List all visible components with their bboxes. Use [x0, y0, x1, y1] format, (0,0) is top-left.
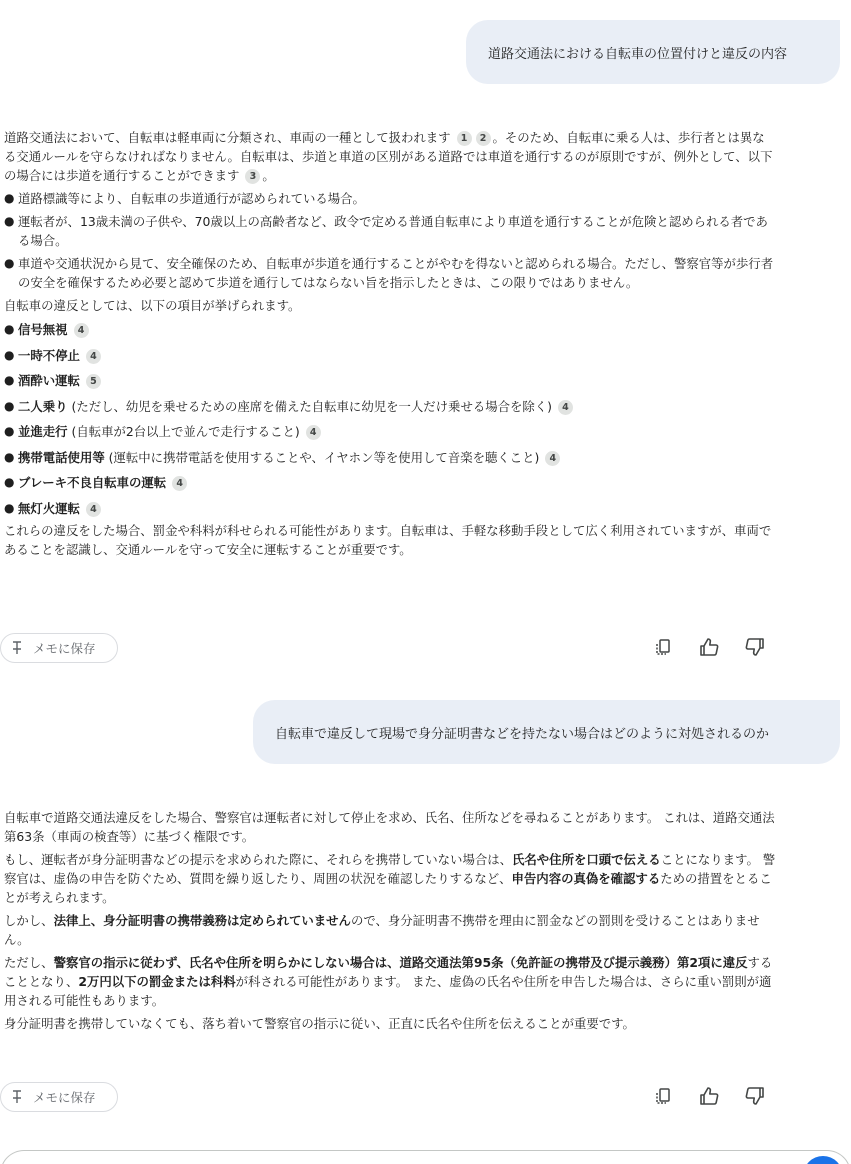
list-item	[4, 470, 776, 496]
bullet: ●	[4, 191, 15, 205]
violation-title: 二人乗り	[18, 398, 68, 414]
response-text: しかし、	[4, 913, 54, 928]
copy-icon[interactable]	[650, 1083, 676, 1109]
response-paragraph	[4, 911, 776, 949]
citation-chip[interactable]: 4	[558, 400, 573, 415]
bullet: ●	[4, 256, 15, 270]
violation-title: ブレーキ不良自転車の運転	[18, 475, 167, 491]
citation-chip[interactable]: 4	[74, 323, 89, 338]
violation-title: 一時不停止	[18, 347, 80, 363]
response-text: 。	[262, 168, 275, 183]
bullet: ●	[4, 424, 15, 439]
bullet: ●	[4, 475, 15, 490]
list-item	[4, 496, 776, 522]
pin-icon	[11, 641, 23, 655]
response-text: 道路交通法において、自転車は軽車両に分類され、車両の一種として扱われます	[4, 130, 451, 145]
response-paragraph: 自転車で道路交通法違反をした場合、警察官は運転者に対して停止を求め、氏名、住所などを尋ねることがあります。 これは、道路交通法第63条（車両の検査等）に基づく権限です。	[4, 810, 775, 844]
list-item	[4, 317, 776, 343]
sidewalk-case-list	[4, 189, 776, 292]
citation-chip[interactable]: 4	[86, 349, 101, 364]
thumbs-up-icon[interactable]	[696, 634, 722, 660]
violation-title: 並進走行	[18, 424, 68, 440]
response-paragraph	[4, 128, 776, 185]
user-query-text: 道路交通法における自転車の位置付けと違反の内容	[488, 46, 788, 62]
violation-title: 携帯電話使用等	[18, 449, 105, 465]
citation-chip[interactable]: 4	[172, 476, 187, 491]
list-item	[4, 445, 776, 471]
list-item	[4, 189, 776, 208]
bullet: ●	[4, 373, 15, 388]
response-bold-text: 法律上、身分証明書の携帯義務は定められていません	[53, 913, 351, 928]
violation-note: (自転車が2台以上で並んで走行すること)	[67, 424, 300, 440]
response-text: ので、身分証明書不携帯を理由に罰金などの罰則を受けることはありません。	[4, 913, 760, 947]
violation-title: 信号無視	[18, 322, 68, 338]
violation-list	[4, 317, 776, 521]
response-bold-text: 2万円以下の罰金または科料	[78, 974, 236, 989]
response-paragraph: 身分証明書を携帯していなくても、落ち着いて警察官の指示に従い、正直に氏名や住所を伝えることが重要です。	[4, 1016, 635, 1031]
save-to-memo-label: メモに保存	[33, 1090, 96, 1105]
list-item-text: 運転者が、13歳未満の子供や、70歳以上の高齢者など、政令で定める普通自転車により車道を通行することが危険と認められる者である場合。	[18, 214, 768, 248]
list-item	[4, 343, 776, 369]
response-bold-text: 氏名や住所を口頭で伝える	[512, 852, 661, 867]
bullet: ●	[4, 500, 15, 515]
bullet: ●	[4, 214, 15, 228]
prompt-input-box[interactable]	[0, 1150, 851, 1164]
citation-chip[interactable]: 4	[545, 451, 560, 466]
citation-chip[interactable]: 2	[476, 131, 491, 146]
violation-note: (運転中に携帯電話を使用することや、イヤホン等を使用して音楽を聴くこと)	[104, 449, 540, 465]
list-item-text: 車道や交通状況から見て、安全確保のため、自転車が歩道を通行することがやむを得ないと認められる場合。ただし、警察官等が歩行者の安全を確保するため必要と認めて歩道を通行してはならない旨を指示したときは、この限りではありません。	[18, 256, 774, 290]
response-text: ための措置をとることが考えられます。	[4, 871, 772, 905]
save-to-memo-label: メモに保存	[33, 641, 96, 656]
citation-chip[interactable]: 5	[86, 374, 101, 389]
citation-chip[interactable]: 4	[86, 502, 101, 517]
citation-chip[interactable]: 1	[457, 131, 472, 146]
response-text: 。そのため、自転車に乗る人は、歩行者とは異なる交通ルールを守らなければなりません。自転車は、歩道と車道の区別がある道路では車道を通行するのが原則ですが、例外として、以下の場合には歩道を通行することができます	[4, 130, 773, 183]
list-item	[4, 368, 776, 394]
thumbs-up-icon[interactable]	[696, 1083, 722, 1109]
list-item	[4, 419, 776, 445]
assistant-response	[4, 128, 776, 559]
response-text: が科される可能性があります。 また、虚偽の氏名や住所を申告した場合は、さらに重い罰則が適用される可能性もあります。	[4, 974, 772, 1008]
bullet: ●	[4, 347, 15, 362]
list-item	[4, 394, 776, 420]
bullet: ●	[4, 398, 15, 413]
pin-icon	[11, 1090, 23, 1104]
thumbs-down-icon[interactable]	[742, 634, 768, 660]
response-paragraph	[4, 953, 776, 1010]
bullet: ●	[4, 322, 15, 337]
assistant-response	[4, 808, 776, 1033]
list-item	[4, 212, 776, 250]
user-query-text: 自転車で違反して現場で身分証明書などを持たない場合はどのように対処されるのか	[275, 726, 770, 742]
response-text: することとなり、	[4, 955, 773, 989]
user-query-bubble	[466, 20, 840, 84]
response-text: もし、運転者が身分証明書などの提示を求められた際に、それらを携帯していない場合は、	[4, 852, 513, 867]
thumbs-down-icon[interactable]	[742, 1083, 768, 1109]
save-to-memo-button[interactable]	[0, 633, 118, 663]
bullet: ●	[4, 449, 15, 464]
user-query-bubble	[253, 700, 840, 764]
citation-chip[interactable]: 4	[306, 425, 321, 440]
violation-title: 無灯火運転	[18, 500, 80, 516]
response-text: ただし、	[4, 955, 54, 970]
citation-chip[interactable]: 3	[245, 169, 260, 184]
list-item-text: 道路標識等により、自転車の歩道通行が認められている場合。	[18, 191, 365, 206]
save-to-memo-button[interactable]	[0, 1082, 118, 1112]
violation-title: 酒酔い運転	[18, 373, 80, 389]
response-bold-text: 申告内容の真偽を確認する	[511, 871, 661, 886]
response-bold-text: 警察官の指示に従わず、氏名や住所を明らかにしない場合は、道路交通法第95条（免許証の携帯及び提示義務）第2項に違反	[53, 955, 748, 970]
response-paragraph: 自転車の違反としては、以下の項目が挙げられます。	[4, 298, 301, 313]
copy-icon[interactable]	[650, 634, 676, 660]
violation-note: (ただし、幼児を乗せるための座席を備えた自転車に幼児を一人だけ乗せる場合を除く)	[67, 398, 553, 414]
response-actions	[650, 1083, 768, 1109]
response-paragraph	[4, 850, 776, 907]
response-actions	[650, 634, 768, 660]
list-item	[4, 254, 776, 292]
response-paragraph: これらの違反をした場合、罰金や科料が科せられる可能性があります。自転車は、手軽な移動手段として広く利用されていますが、車両であることを認識し、交通ルールを守って安全に運転することが重要です。	[4, 523, 772, 557]
response-text: ことになります。 警察官は、虚偽の申告を防ぐため、質問を繰り返したり、周囲の状況を確認したりするなど、	[4, 852, 776, 886]
